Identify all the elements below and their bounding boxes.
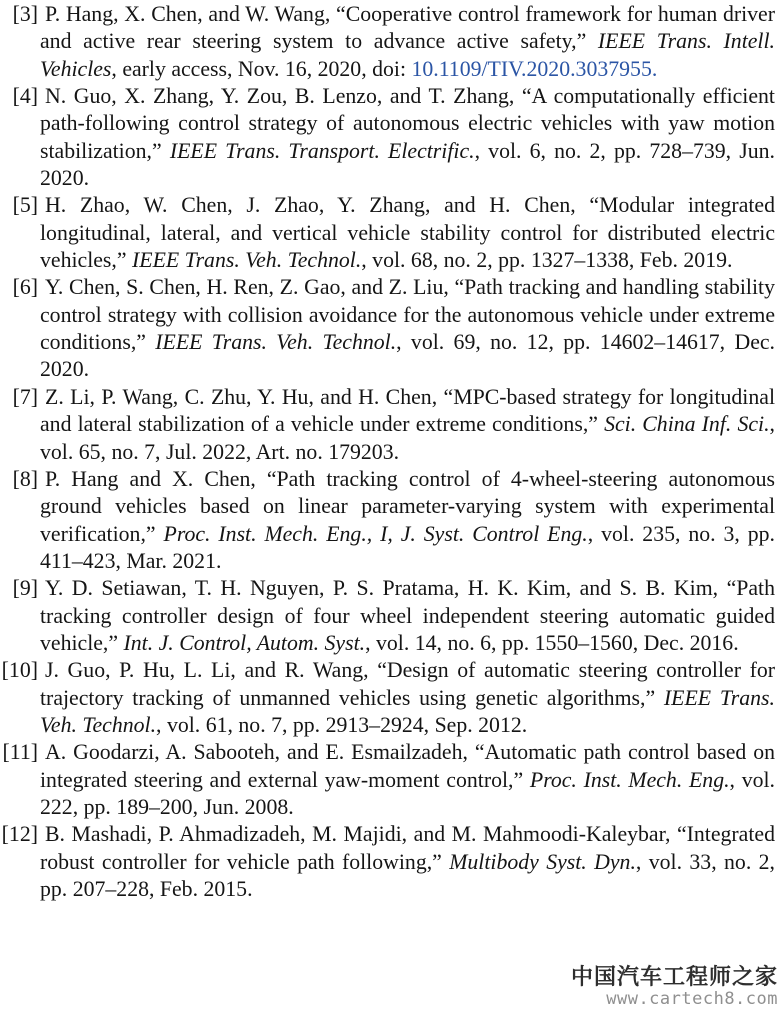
reference-text: , vol. 69, no. 12, pp. 14602–14617, Dec. 2020.	[40, 330, 775, 382]
reference-number: [12]	[1, 822, 38, 847]
reference-text: P. Hang, X. Chen, and W. Wang, “Cooperative control framework for human driver and active rear steering system to advance active safety,”	[40, 2, 775, 54]
journal-name: Proc. Inst. Mech. Eng., I, J. Syst. Control Eng.	[163, 521, 588, 546]
reference-item	[12, 192, 775, 274]
journal-name: IEEE Trans. Transport. Electrific.	[169, 138, 475, 163]
reference-item	[12, 466, 775, 575]
reference-text: H. Zhao, W. Chen, J. Zhao, Y. Zhang, and H. Chen, “Modular integrated longitudinal, lateral, and vertical vehicle stability control for distributed electric vehicles,”	[40, 193, 775, 273]
reference-number: [5]	[12, 193, 38, 218]
reference-text: , vol. 61, no. 7, pp. 2913–2924, Sep. 2012.	[156, 712, 528, 737]
journal-name: Multibody Syst. Dyn.	[449, 849, 636, 874]
reference-item	[12, 575, 775, 657]
reference-text: , vol. 222, pp. 189–200, Jun. 2008.	[40, 767, 775, 819]
journal-name: IEEE Trans. Veh. Technol.	[155, 330, 397, 355]
reference-text: Y. D. Setiawan, T. H. Nguyen, P. S. Pratama, H. K. Kim, and S. B. Kim, “Path tracking controller design of four wheel independent steering automatic guided vehicle,”	[40, 576, 775, 655]
reference-text: , vol. 65, no. 7, Jul. 2022, Art. no. 179203.	[40, 412, 775, 464]
journal-name: Int. J. Control, Autom. Syst.	[123, 630, 366, 655]
watermark	[571, 966, 778, 1009]
reference-item	[1, 657, 775, 739]
reference-item	[12, 384, 775, 466]
journal-name: IEEE Trans. Veh. Technol.	[132, 248, 362, 273]
doi-link[interactable]: 10.1109/TIV.2020.3037955.	[411, 56, 658, 81]
reference-item	[12, 1, 775, 83]
reference-text: Y. Chen, S. Chen, H. Ren, Z. Gao, and Z. Liu, “Path tracking and handling stability control strategy with collision avoidance for the autonomous vehicle under extreme conditions,”	[40, 275, 775, 355]
journal-name: Sci. China Inf. Sci.	[604, 412, 770, 437]
reference-item	[2, 739, 775, 821]
reference-number: [11]	[2, 740, 38, 765]
reference-text: B. Mashadi, P. Ahmadizadeh, M. Majidi, and M. Mahmoodi-Kaleybar, “Integrated robust controller for vehicle path following,”	[40, 822, 775, 874]
reference-text: A. Goodarzi, A. Sabooteh, and E. Esmailzadeh, “Automatic path control based on integrated steering and external yaw-moment control,”	[40, 740, 775, 792]
reference-text: J. Guo, P. Hu, L. Li, and R. Wang, “Design of automatic steering controller for trajectory tracking of unmanned vehicles using genetic algorithms,”	[40, 658, 775, 710]
reference-text: , vol. 33, no. 2, pp. 207–228, Feb. 2015.	[40, 849, 775, 901]
reference-number: [6]	[12, 275, 38, 300]
reference-text: , vol. 14, no. 6, pp. 1550–1560, Dec. 2016.	[365, 630, 739, 655]
watermark-url-link[interactable]: www.cartech8.com	[606, 989, 778, 1010]
reference-text: , early access, Nov. 16, 2020, doi:	[111, 56, 412, 81]
journal-name: IEEE Trans. Intell. Vehicles	[40, 29, 775, 81]
reference-text: , vol. 6, no. 2, pp. 728–739, Jun. 2020.	[40, 138, 775, 191]
reference-number: [10]	[1, 658, 38, 683]
watermark-chinese-text: 中国汽车工程师之家	[570, 965, 778, 991]
reference-item	[12, 83, 775, 192]
reference-number: [8]	[12, 466, 38, 491]
reference-number: [4]	[12, 84, 38, 109]
reference-number: [7]	[12, 384, 38, 409]
reference-text: , vol. 235, no. 3, pp. 411–423, Mar. 2021.	[40, 521, 775, 573]
reference-text: Z. Li, P. Wang, C. Zhu, Y. Hu, and H. Chen, “MPC-based strategy for longitudinal and lateral stabilization of a vehicle under extreme conditions,”	[40, 384, 775, 437]
reference-text: , vol. 68, no. 2, pp. 1327–1338, Feb. 2019.	[361, 248, 733, 273]
reference-item	[12, 274, 775, 383]
reference-item	[1, 821, 775, 903]
reference-number: [3]	[12, 2, 38, 26]
reference-text: N. Guo, X. Zhang, Y. Zou, B. Lenzo, and T. Zhang, “A computationally efficient path-following control strategy of autonomous electric vehicles with yaw motion stabilization,”	[40, 84, 775, 163]
reference-text: P. Hang and X. Chen, “Path tracking control of 4-wheel-steering autonomous ground vehicles based on linear parameter-varying system with experimental verification,”	[40, 466, 775, 546]
journal-name: Proc. Inst. Mech. Eng.	[529, 767, 730, 792]
reference-number: [9]	[12, 576, 38, 601]
journal-name: IEEE Trans. Veh. Technol.	[40, 685, 775, 737]
